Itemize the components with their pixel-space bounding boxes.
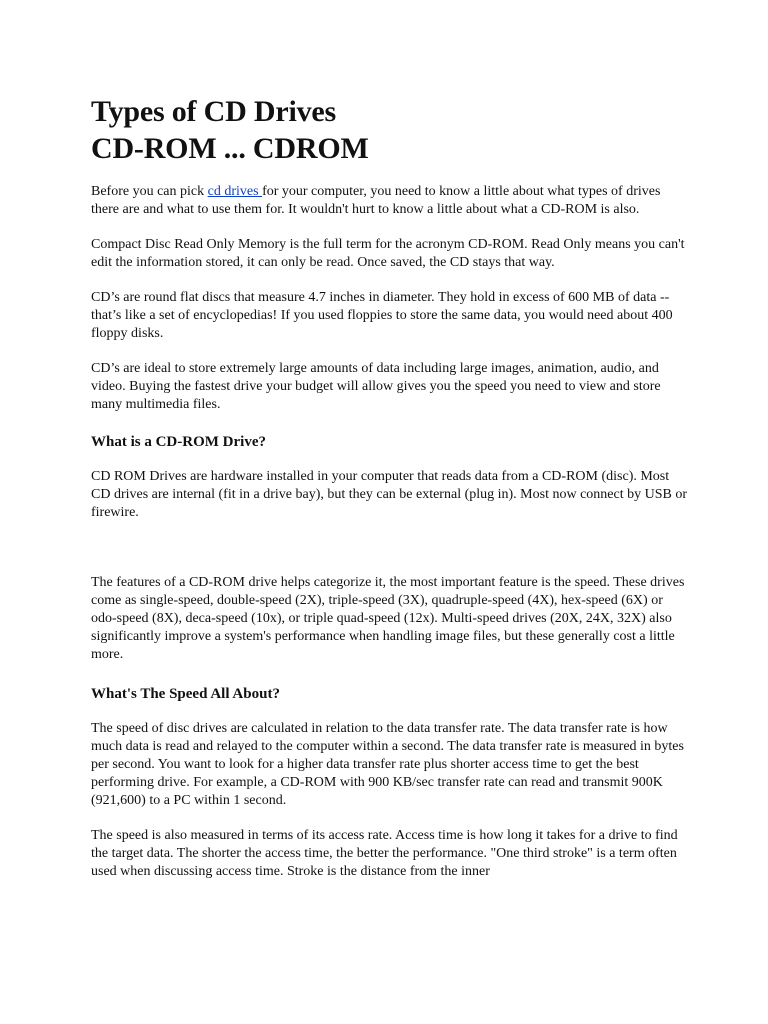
page-title: Types of CD Drives [91, 95, 336, 128]
paragraph-drive-speeds: The features of a CD-ROM drive helps categorize it, the most important feature is the speed. These drives come as single-speed, double-speed (2X), triple-speed (3X), quadruple-speed (4X), hex-speed (6X) or odo-speed (8X), deca-speed (10x), or triple quad-speed (12x). Multi-speed drives (20X, 24X, 32X) also significantly improve a system's performance when handling image files, but these generally cost a little more. [91, 575, 685, 662]
paragraph-storage-uses: CD’s are ideal to store extremely large amounts of data including large images, animation, audio, and video. Buying the fastest drive your budget will allow gives you the speed you need to view and store many multimedia files. [91, 361, 661, 412]
paragraph-drive-hardware: CD ROM Drives are hardware installed in your computer that reads data from a CD-ROM (disc). Most CD drives are internal (fit in a drive bay), but they can be external (plug in). Most now connect by USB or firewire. [91, 469, 688, 520]
cd-drives-link[interactable]: cd drives [207, 184, 263, 199]
section-heading-what-is-drive: What is a CD-ROM Drive? [91, 434, 266, 450]
intro-text-after: for your computer, you need to know a little about what types of drives there are and what to use them for. It wouldn't hurt to know a little about what a CD-ROM is also. [91, 184, 661, 217]
intro-paragraph [91, 183, 691, 219]
paragraph-transfer-rate: The speed of disc drives are calculated in relation to the data transfer rate. The data transfer rate is how much data is read and relayed to the computer within a second. The data transfer rate is measured in bytes per second. You want to look for a higher data transfer rate plus shorter access time to get the best performing drive. For example, a CD-ROM with 900 KB/sec transfer rate can read and transmit 900K (921,600) to a PC within 1 second. [91, 721, 684, 808]
page-subtitle: CD-ROM ... CDROM [91, 132, 369, 165]
paragraph-definition: Compact Disc Read Only Memory is the full term for the acronym CD-ROM. Read Only means you can't edit the information stored, it can only be read. Once saved, the CD stays that way. [91, 237, 685, 270]
paragraph-access-rate: The speed is also measured in terms of its access rate. Access time is how long it takes for a drive to find the target data. The shorter the access time, the better the performance. "One third stroke" is a term often used when discussing access time. Stroke is the distance from the inner [91, 828, 678, 879]
intro-text-before: Before you can pick [91, 184, 208, 199]
document-page [91, 93, 691, 881]
section-heading-speed: What's The Speed All About? [91, 686, 280, 702]
paragraph-disc-size: CD’s are round flat discs that measure 4.7 inches in diameter. They hold in excess of 600 MB of data -- that’s like a set of encyclopedias! If you used floppies to store the same data, you would need about 400 floppy disks. [91, 290, 673, 341]
